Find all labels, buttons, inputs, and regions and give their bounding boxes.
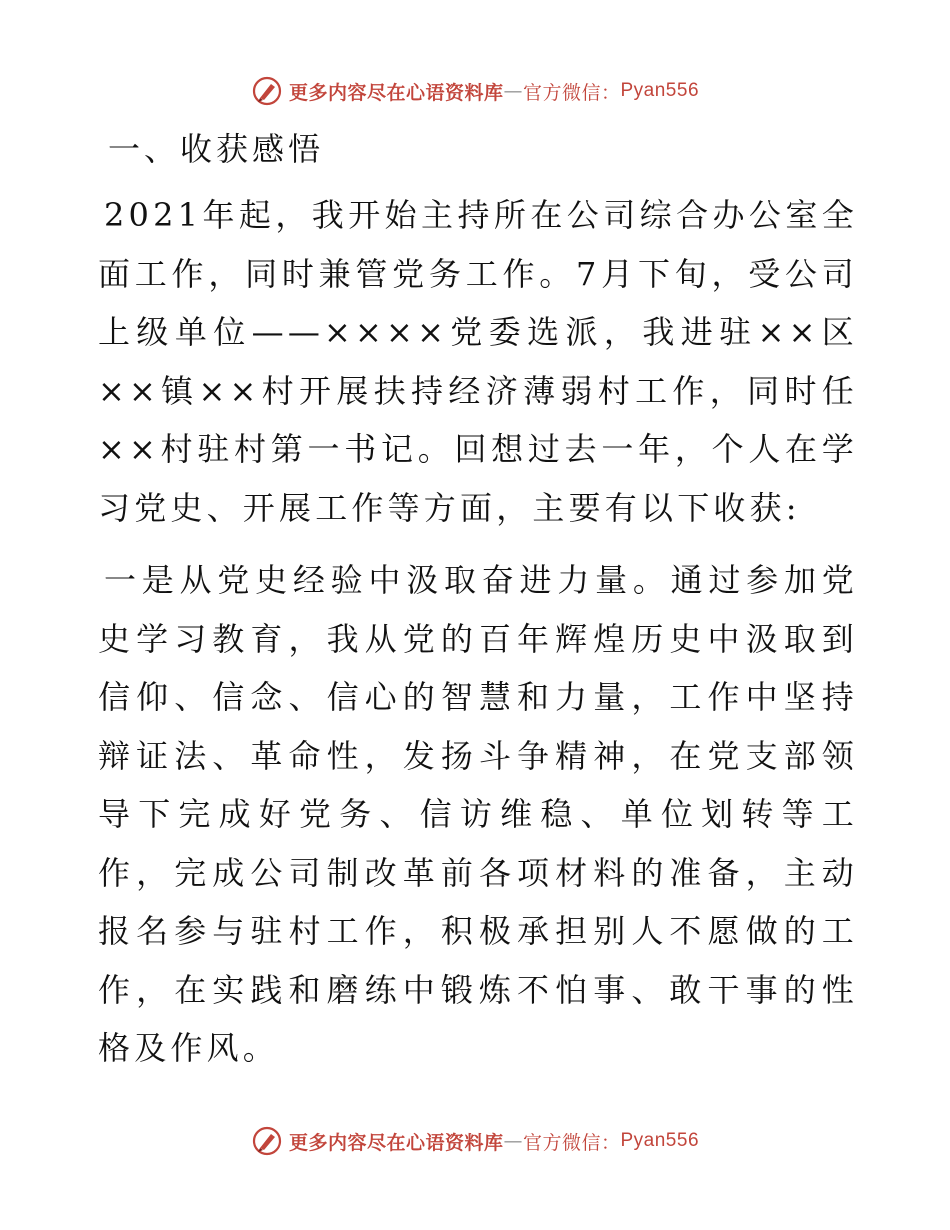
quill-pen-logo-icon [251,75,283,107]
banner-main-text: 更多内容尽在心语资料库 [288,81,504,104]
banner-wechat-label: 官方微信： [522,81,621,104]
banner-wechat-id: Pyan556 [620,80,700,101]
quill-pen-logo-icon [251,1125,283,1157]
footer-watermark-banner [0,1121,950,1161]
banner-main-text: 更多内容尽在心语资料库 [288,1131,504,1154]
banner-wechat-label: 官方微信： [522,1131,621,1154]
paragraph-intro: 2021年起，我开始主持所在公司综合办公室全面工作，同时兼管党务工作。7月下旬，受公司上级单位——××××党委选派，我进驻××区××镇××村开展扶持经济薄弱村工作，同时任××村驻村第一书记。回想过去一年，个人在学习党史、开展工作等方面，主要有以下收获: [98,196,858,527]
banner-separator: — [503,1130,523,1152]
banner-wechat-id: Pyan556 [620,1130,700,1151]
section-heading: 一、收获感悟 [108,130,325,168]
document-body [98,120,858,1092]
header-watermark-banner [0,71,950,111]
paragraph-point-one: 一是从党史经验中汲取奋进力量。通过参加党史学习教育，我从党的百年辉煌历史中汲取到信仰、信念、信心的智慧和力量，工作中坚持辩证法、革命性，发扬斗争精神，在党支部领导下完成好党务、信访维稳、单位划转等工作，完成公司制改革前各项材料的准备，主动报名参与驻村工作，积极承担别人不愿做的工作，在实践和磨练中锻炼不怕事、敢干事的性格及作风。 [98,561,858,1067]
banner-separator: — [503,80,523,102]
